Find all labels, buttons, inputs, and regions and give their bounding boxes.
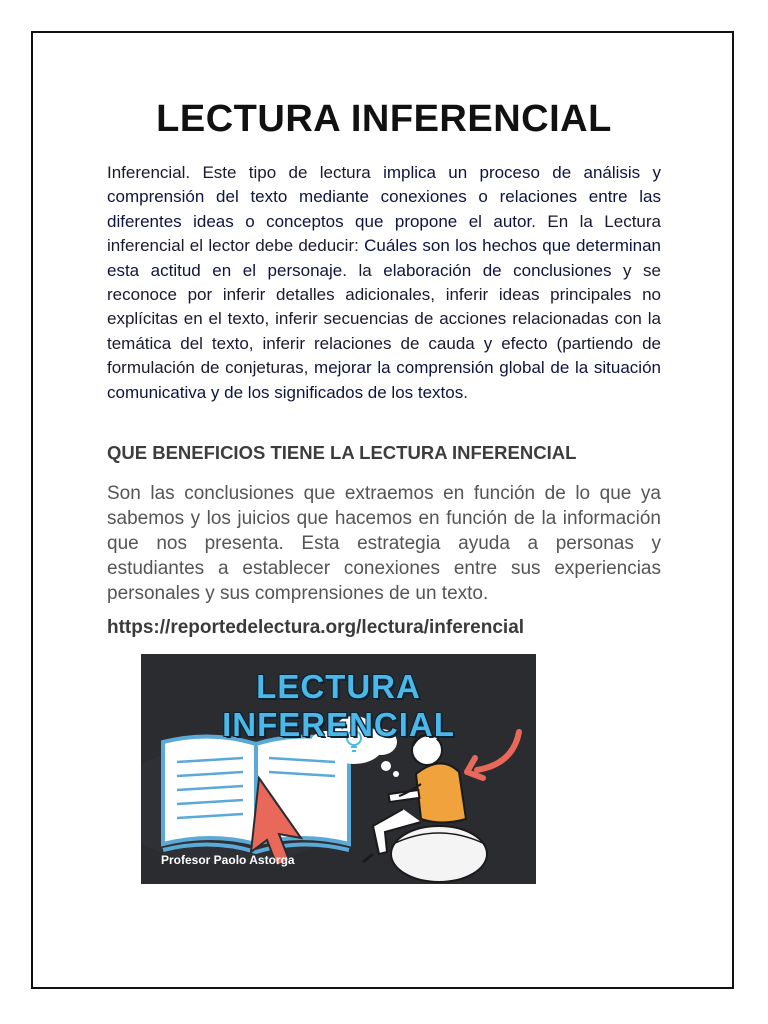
- intro-text-8: mejorar la comprensión global de la situación comunicativa y de los significados de los textos: [107, 358, 661, 402]
- intro-text-6: elaboración de conclusiones: [383, 260, 612, 280]
- intro-text-7: y se reconoce por inferir detalles adicionales, inferir ideas principales no explícitas en el texto, inferir secuencias de acciones relacionadas con la temática del texto, inferir relaciones de cauda y efecto (partiendo de formulación de conjeturas,: [107, 260, 661, 378]
- banner-credit: Profesor Paolo Astorga: [161, 853, 295, 867]
- banner-title: LECTURA INFERENCIAL: [222, 668, 455, 743]
- intro-text-1: Inferencial. Este tipo de lectura: [107, 163, 384, 182]
- page-title: LECTURA INFERENCIAL: [156, 98, 612, 140]
- intro-text-2: implica un proceso de análisis y comprensión del texto mediante conexiones o relaciones entre las diferentes ideas o conceptos que propone el autor: [107, 163, 661, 231]
- lectura-banner-image: [141, 654, 536, 884]
- intro-text-3: . En la Lectura inferencial el lector debe deducir:: [107, 211, 662, 256]
- source-link[interactable]: https://reportedelectura.org/lectura/inferencial: [107, 617, 525, 638]
- intro-paragraph: [107, 161, 661, 405]
- intro-text-5: . la: [342, 260, 384, 280]
- benefits-paragraph: Son las conclusiones que extraemos en función de lo que ya sabemos y los juicios que hacemos en función de la información que nos presenta. Esta estrategia ayuda a personas y estudiantes a establecer conexiones entre sus experiencias personales y sus comprensiones de un texto.: [107, 483, 661, 604]
- intro-text-9: .: [463, 382, 468, 402]
- intro-text-4: Cuáles son los hechos que determinan esta actitud en el personaje: [107, 236, 662, 280]
- benefits-heading: QUE BENEFICIOS TIENE LA LECTURA INFERENCIAL: [107, 442, 577, 463]
